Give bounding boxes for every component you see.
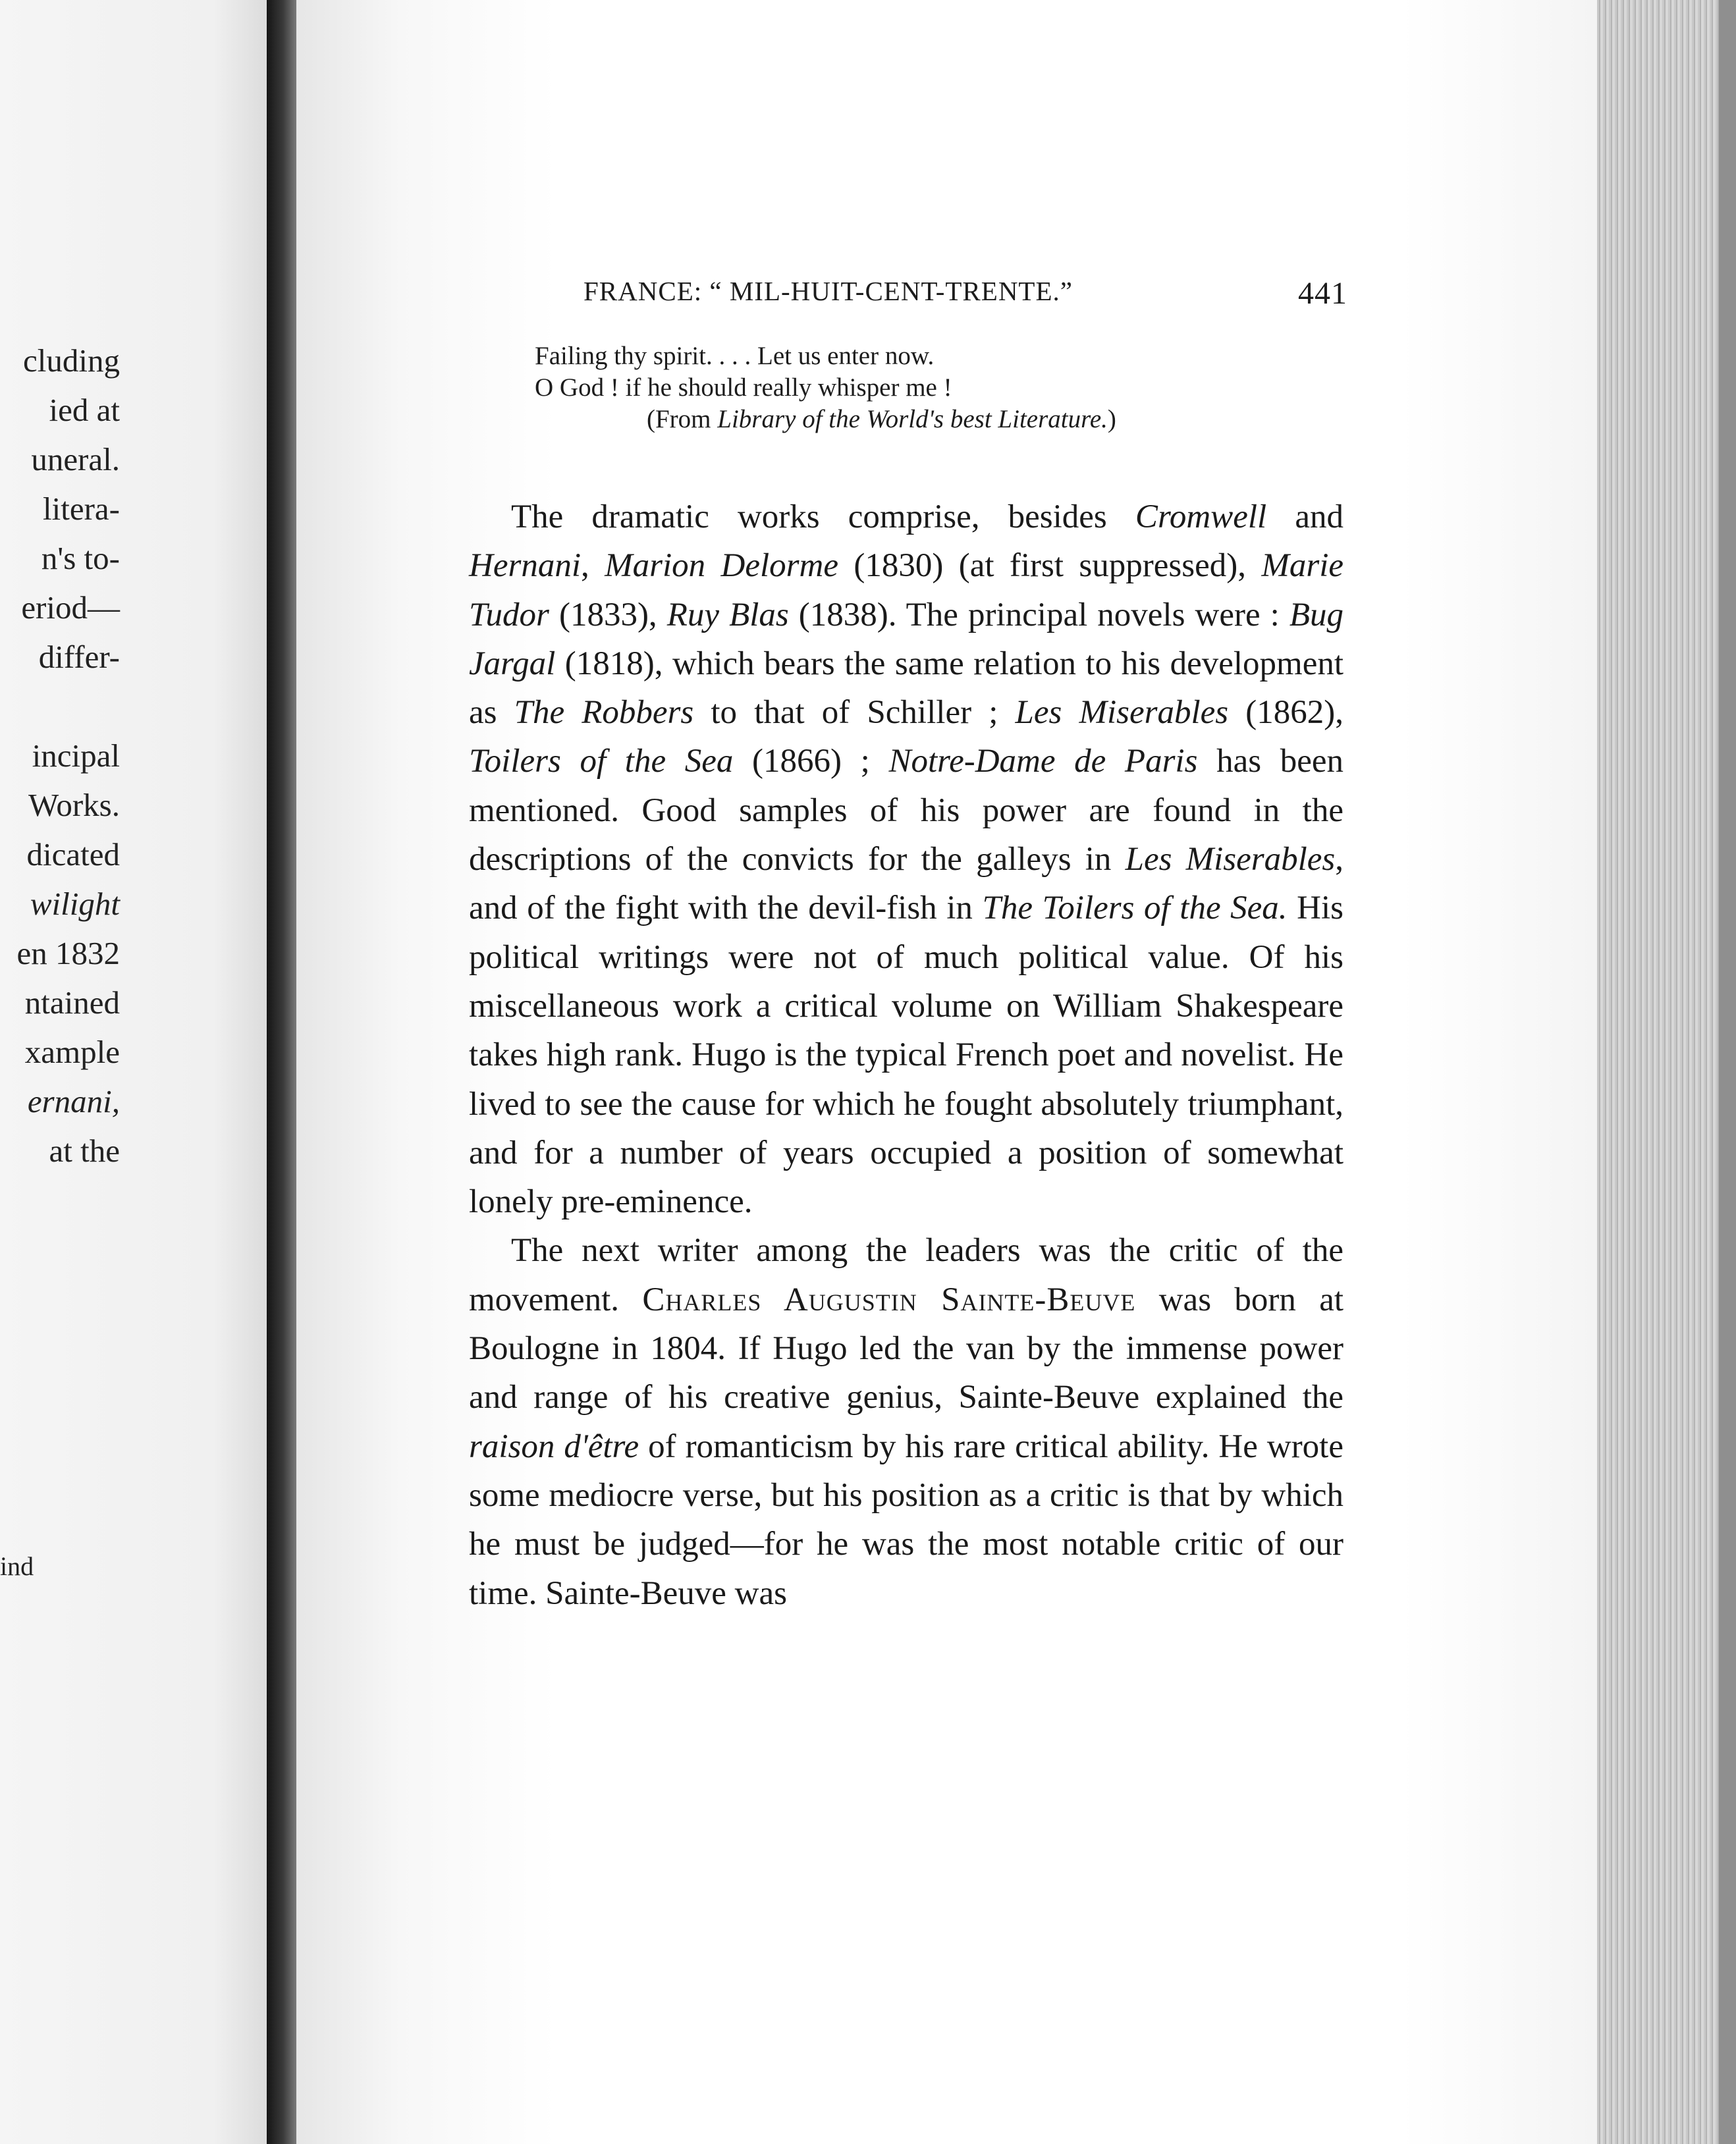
foreign-phrase: raison d'être bbox=[469, 1428, 639, 1465]
left-line: dicated bbox=[26, 836, 120, 872]
left-line: litera- bbox=[43, 491, 120, 527]
left-line bbox=[0, 682, 120, 731]
work-title: Marion Delorme bbox=[605, 547, 838, 585]
paragraph-sainte-beuve: The next writer among the leaders was the critic of the movement. Charles Augustin Sainte-Beuve was born at Boulogne in 1804. If Hugo led the van by the immense power and range of his creative genius, Sainte-Beuve explained the raison d'être of romanticism by his rare critical ability. He wrote some mediocre verse, but his position as a critic is that by which he must be judged—for he was the most notable critic of our time. Sainte-Beuve was bbox=[469, 1232, 1344, 1612]
left-line: ied at bbox=[49, 392, 120, 428]
work-title: Les Miserables bbox=[1125, 841, 1336, 878]
left-page-text bbox=[0, 336, 120, 1175]
source-open: (From bbox=[647, 405, 718, 433]
left-line: incipal bbox=[32, 737, 120, 774]
work-title: Toilers of the Sea bbox=[469, 743, 734, 780]
work-title: Hernani bbox=[469, 547, 581, 585]
source-title: Library of the World's best Literature. bbox=[717, 405, 1108, 433]
left-line: ntained bbox=[24, 984, 120, 1021]
work-title: Marie Tudor bbox=[469, 547, 1343, 633]
work-title: The Toilers of the Sea. bbox=[982, 890, 1288, 927]
left-line: uneral. bbox=[31, 441, 120, 477]
running-title: FRANCE: “ MIL-HUIT-CENT-TRENTE.” bbox=[583, 276, 1073, 306]
person-name: Charles Augustin Sainte-Beuve bbox=[642, 1281, 1136, 1318]
left-line: at the bbox=[49, 1133, 120, 1169]
paragraph-hugo-works: The dramatic works comprise, besides Cromwell and Hernani, Marion Delorme (1830) (at first suppressed), Marie Tudor (1833), Ruy Blas (1838). The principal novels were : Bug Jargal (1818), which bears the same relation to his development as The Robbers to that of Schiller ; Les Miserables (1862), Toilers of the Sea (1866) ; Notre-Dame de Paris has been mentioned. Good samples of his power are found in the descriptions of the convicts for the galleys in Les Miserables, and of the fight with the devil-fish in The Toilers of the Sea. His political writings were not of much political value. Of his miscellaneous work a critical volume on William Shakespeare takes high rank. Hugo is the typical French poet and novelist. He lived to see the cause for which he fought absolutely triumphant, and for a number of years occupied a position of somewhat lonely pre-eminence. bbox=[469, 498, 1344, 1221]
work-title: Ruy Blas bbox=[666, 596, 789, 633]
left-line: ernani, bbox=[27, 1083, 120, 1119]
page-edges bbox=[1597, 0, 1736, 2144]
left-line: eriod— bbox=[21, 589, 120, 626]
left-line: n's to- bbox=[41, 540, 120, 576]
work-title: Bug Jargal bbox=[469, 596, 1344, 682]
left-line: Works. bbox=[28, 787, 120, 823]
left-line: en 1832 bbox=[16, 935, 120, 971]
verse-line: O God ! if he should really whisper me ! bbox=[535, 373, 952, 402]
left-page-fragment bbox=[0, 0, 267, 2144]
work-title: Cromwell bbox=[1135, 498, 1267, 535]
verse-quotation bbox=[535, 340, 1116, 435]
left-bottom-fragment: ind bbox=[0, 1551, 34, 1581]
left-line: wilight bbox=[30, 886, 120, 922]
book-gutter bbox=[267, 0, 296, 2144]
verse-source bbox=[535, 404, 1116, 435]
work-title: Notre-Dame de Paris bbox=[888, 743, 1198, 780]
work-title: The Robbers bbox=[514, 694, 694, 732]
work-title: Les Miserables bbox=[1015, 694, 1229, 732]
left-line: cluding bbox=[23, 342, 120, 379]
body-text bbox=[469, 493, 1343, 1618]
verse-line: Failing thy spirit. . . . Let us enter now. bbox=[535, 342, 935, 370]
page-number: 441 bbox=[1298, 276, 1347, 311]
source-close: ) bbox=[1107, 405, 1116, 433]
left-line: differ- bbox=[38, 639, 120, 675]
left-line: xample bbox=[24, 1034, 120, 1070]
